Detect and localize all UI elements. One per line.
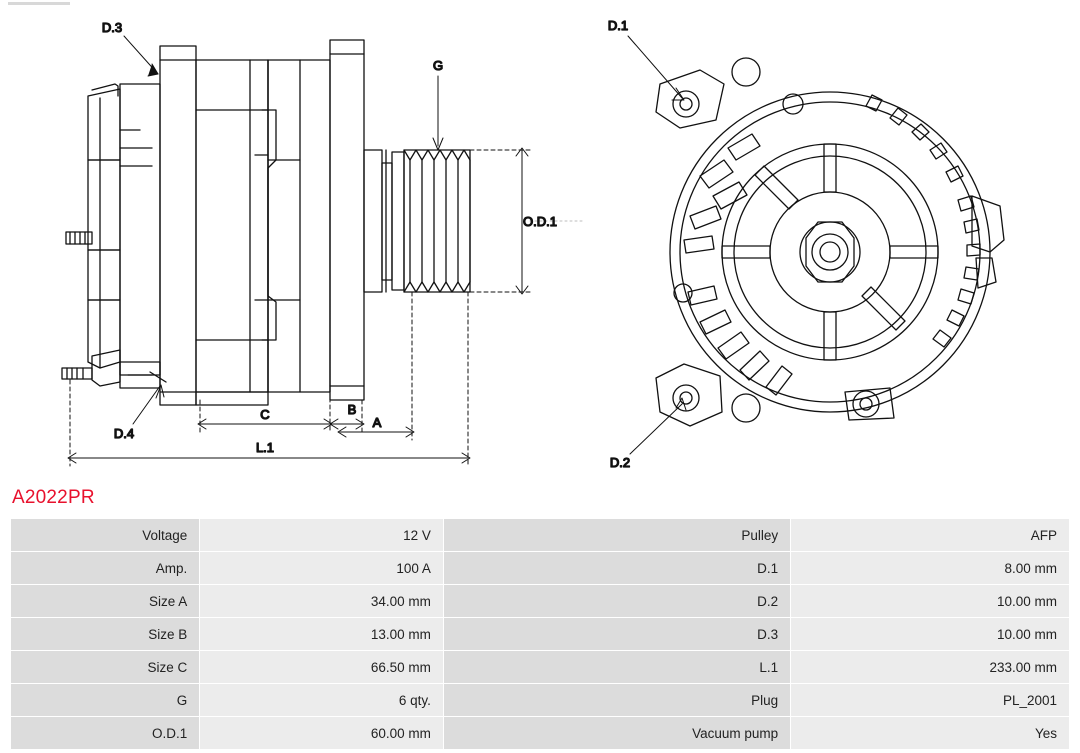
svg-text:G: G — [432, 58, 444, 73]
spec-value: 13.00 mm — [200, 618, 444, 651]
spec-label: Size A — [11, 585, 200, 618]
table-row — [11, 519, 1070, 552]
spec-label: D.3 — [443, 618, 790, 651]
specifications-table — [10, 518, 1070, 750]
page-title: A2022PR — [12, 487, 95, 508]
spec-value: 60.00 mm — [200, 717, 444, 750]
spec-value: PL_2001 — [791, 684, 1070, 717]
table-row — [11, 618, 1070, 651]
table-row — [11, 552, 1070, 585]
spec-label: Size B — [11, 618, 200, 651]
spec-value: 233.00 mm — [791, 651, 1070, 684]
spec-label: O.D.1 — [11, 717, 200, 750]
table-row — [11, 585, 1070, 618]
svg-text:C: C — [260, 407, 270, 422]
svg-text:L.1: L.1 — [255, 440, 275, 455]
spec-label: Pulley — [443, 519, 790, 552]
spec-label: D.2 — [443, 585, 790, 618]
spec-label: G — [11, 684, 200, 717]
svg-text:D.2: D.2 — [609, 455, 631, 470]
spec-label: L.1 — [443, 651, 790, 684]
spec-value: AFP — [791, 519, 1070, 552]
svg-text:D.1: D.1 — [607, 18, 629, 33]
table-row — [11, 684, 1070, 717]
spec-value: 34.00 mm — [200, 585, 444, 618]
spec-value: 10.00 mm — [791, 618, 1070, 651]
spec-label: Vacuum pump — [443, 717, 790, 750]
svg-text:D.4: D.4 — [113, 426, 135, 441]
spec-label: D.1 — [443, 552, 790, 585]
spec-value: 6 qty. — [200, 684, 444, 717]
svg-text:D.3: D.3 — [101, 20, 123, 35]
svg-text:O.D.1: O.D.1 — [523, 214, 557, 229]
spec-label: Plug — [443, 684, 790, 717]
table-row — [11, 651, 1070, 684]
spec-value: 66.50 mm — [200, 651, 444, 684]
spec-value: 8.00 mm — [791, 552, 1070, 585]
spec-value: 10.00 mm — [791, 585, 1070, 618]
spec-label: Amp. — [11, 552, 200, 585]
spec-label: Voltage — [11, 519, 200, 552]
svg-text:B: B — [347, 402, 357, 417]
spec-value: 100 A — [200, 552, 444, 585]
svg-text:A: A — [372, 415, 382, 430]
table-row — [11, 717, 1070, 750]
spec-value: Yes — [791, 717, 1070, 750]
spec-value: 12 V — [200, 519, 444, 552]
spec-label: Size C — [11, 651, 200, 684]
